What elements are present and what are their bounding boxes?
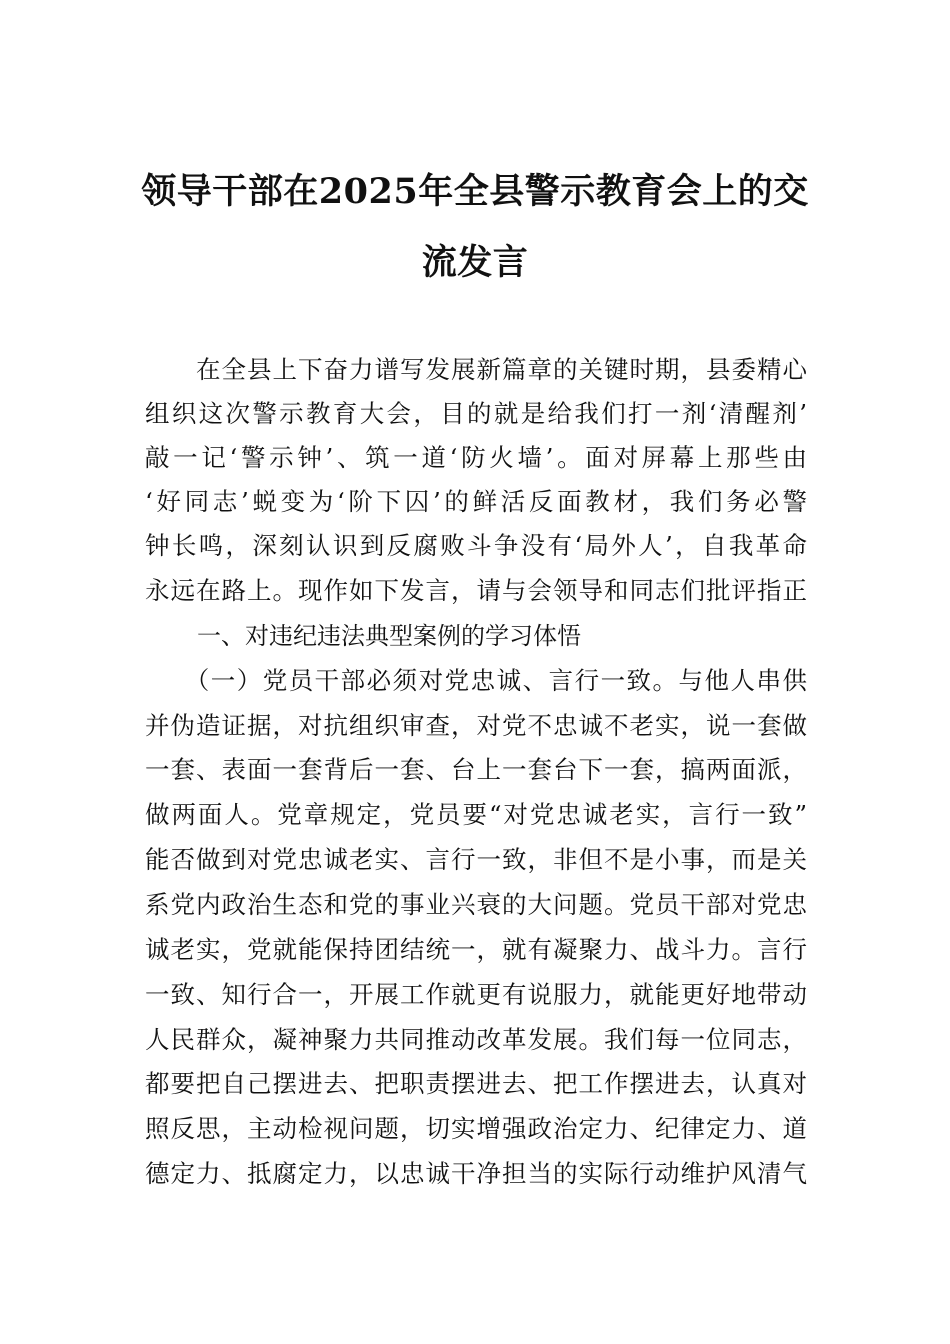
intro-paragraph-line: 组织这次警示教育大会，目的就是给我们打一剂‘清醒剂’ — [145, 399, 807, 428]
intro-paragraph-line: ‘好同志’蜕变为‘阶下囚’的鲜活反面教材，我们务必警 — [145, 487, 807, 516]
section-paragraph-line: 德定力、抵腐定力，以忠诚干净担当的实际行动维护风清气 — [145, 1159, 807, 1188]
section-paragraph-line: 都要把自己摆进去、把职责摆进去、把工作摆进去，认真对 — [145, 1069, 807, 1098]
section-paragraph-line: 系党内政治生态和党的事业兴衰的大问题。党员干部对党忠 — [145, 890, 807, 919]
intro-paragraph-line: 钟长鸣，深刻认识到反腐败斗争没有‘局外人’，自我革命 — [145, 531, 807, 560]
intro-paragraph-line: 敲一记‘警示钟’、筑一道‘防火墙’。面对屏幕上那些由 — [145, 443, 807, 472]
section-paragraph-line: 一致、知行合一，开展工作就更有说服力，就能更好地带动 — [145, 980, 807, 1009]
intro-paragraph-line: 永远在路上。现作如下发言，请与会领导和同志们批评指正 — [145, 576, 807, 605]
intro-paragraph-line: 在全县上下奋力谱写发展新篇章的关键时期，县委精心 — [145, 355, 807, 384]
section-paragraph-line: 诚老实，党就能保持团结统一，就有凝聚力、战斗力。言行 — [145, 935, 807, 964]
document-title-line-2: 流发言 — [421, 242, 529, 283]
section-heading: 一、对违纪违法典型案例的学习体悟 — [197, 622, 581, 650]
section-paragraph-line: （一）党员干部必须对党忠诚、言行一致。与他人串供 — [145, 666, 807, 695]
section-paragraph-line: 并伪造证据，对抗组织审查，对党不忠诚不老实，说一套做 — [145, 711, 807, 740]
section-paragraph-line: 人民群众，凝神聚力共同推动改革发展。我们每一位同志， — [145, 1025, 807, 1054]
section-paragraph-line: 一套、表面一套背后一套、台上一套台下一套，搞两面派， — [145, 755, 807, 784]
section-paragraph-line: 做两面人。党章规定，党员要“对党忠诚老实，言行一致” — [145, 800, 807, 829]
section-paragraph-line: 照反思，主动检视问题，切实增强政治定力、纪律定力、道 — [145, 1114, 807, 1143]
section-paragraph-line: 能否做到对党忠诚老实、言行一致，非但不是小事，而是关 — [145, 845, 807, 874]
document-title-line-1: 领导干部在2025年全县警示教育会上的交 — [141, 171, 809, 212]
